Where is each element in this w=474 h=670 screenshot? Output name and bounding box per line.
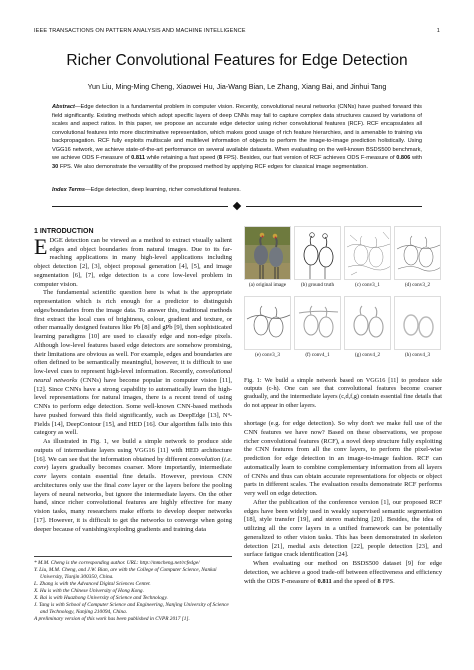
intro-p3-text: As illustrated in Fig. 1, we build a simple network to produce side outputs of intermediate layers using VGG16 [11] with HED architecture [16]. We can see that the information obtained by different: [34, 438, 232, 463]
side-output-map: [344, 296, 391, 350]
dropcap-word: DGE: [49, 236, 63, 244]
figure-label: (d) conv3_2: [404, 282, 431, 288]
section-heading: 1 INTRODUCTION: [34, 228, 94, 235]
abstract-text-5: FPS. We also demonstrate the versatility of the proposed method by applying RCF edges for classical image segmentation.: [58, 163, 368, 170]
abstract-bold-1: 0.811: [131, 155, 145, 161]
intro-p3-italic-4: conv: [118, 481, 131, 489]
figure-label: (e) conv3_3: [255, 352, 280, 358]
figure-panel-conv4-3: [394, 296, 441, 358]
footnote: X. Hu is with the Chinese University of Hong Kong.: [34, 588, 144, 594]
intro-p3-italic-2: i.e. conv: [34, 455, 232, 472]
figure-label: (h) conv4_3: [404, 352, 431, 358]
figure-panel-conv4-1: [294, 296, 341, 358]
figure-panel-conv3-3: [244, 296, 291, 358]
right-paragraph-1: shortage (e.g. for edge detection). So why don't we make full use of the CNN features we have now? Based on these observations, we propose richer convolutional features (RCF), a novel deep structure fully exploiting the CNN features from all the conv layers, to perform the pixel-wise prediction for edge detection in an image-to-image fashion. RCF can automatically learn to combine complementary information from all layers of CNNs and thus can obtain accurate representations for objects or object parts in different scales. The evaluation results demonstrate RCF performs very well on edge detection.: [244, 420, 442, 497]
footnote: X. Bai is with Huazhong University of Science and Technology.: [34, 595, 168, 601]
author-list: Yun Liu, Ming-Ming Cheng, Xiaowei Hu, Jia-Wang Bian, Le Zhang, Xiang Bai, and Jinhui Tang: [87, 82, 387, 91]
abstract-text-3: FPS). Besides, our fast version of RCF achieves ODS F-measure of: [222, 155, 397, 161]
paper-title: Richer Convolutional Features for Edge Detection: [66, 52, 408, 69]
journal-name: IEEE TRANSACTIONS ON PATTERN ANALYSIS AND MACHINE INTELLIGENCE: [34, 28, 246, 34]
footnote: * M.M. Cheng is the corresponding author. URL: http://mmcheng.net/rcfedge/: [34, 560, 200, 566]
footnotes: [34, 556, 232, 623]
figure-panel-conv4-2: [344, 296, 391, 358]
figure-label: (b) ground truth: [300, 282, 335, 288]
footnote: Y. Liu, M.M. Cheng, and J.W. Bian, are with the College of Computer Science, Nankai University, Tianjin 300350, China.: [34, 567, 217, 580]
figure-label: (c) conv3_1: [355, 282, 380, 288]
page-number: 1: [436, 28, 440, 34]
right-p3-text-c: FPS.: [380, 577, 395, 585]
abstract-bold-2: 8: [218, 155, 223, 161]
side-output-map: [394, 296, 441, 350]
figure-label: (g) conv4_2: [354, 352, 381, 358]
right-p3-bold-1: 0.811: [317, 577, 332, 585]
intro-p2-italic: convolutional neural networks: [34, 368, 232, 384]
index-terms: [52, 187, 422, 193]
figure-panel-original: [244, 226, 291, 288]
intro-p2-text-b: (CNNs) have become popular in computer vision [11], [12]. Since CNNs have a strong capability to automatically learn the high-level representations for natural images, there is a recent trend of using CNNs to perform edge detection. Some well-known CNN-based methods have pushed forward this field significantly, such as DeepEdge [13], N⁴-Fields [14], DeepContour [15], and HED [16]. Our algorithm falls into this category as well.: [34, 376, 232, 437]
intro-p3-italic-3: conv: [34, 473, 47, 480]
abstract-text-2: while retaining a fast speed (: [144, 155, 219, 161]
diamond-icon: [233, 202, 241, 210]
right-column: [244, 420, 442, 586]
side-output-map: [294, 296, 341, 350]
intro-p3-text-b: layers contain essential fine details. However, previous CNN architectures only use the final: [34, 473, 232, 489]
intro-p1-text: detection can be viewed as a method to extract visually salient edges and object boundaries from natural images. Due to its far-reaching applications in many high-level applications including object detection [2], [3], object proposal generation [4], [5], and image segmentation [6], [7], edge detection is a core low-level problem in computer vision.: [34, 236, 232, 288]
intro-p3-mid-1: (: [220, 455, 225, 463]
dropcap: E: [34, 233, 48, 259]
side-output-map: [394, 226, 441, 280]
intro-p3-mid-2: ) layers gradually becomes coarser. More importantly, intermediate: [46, 464, 232, 472]
intro-paragraph-1: [34, 233, 232, 290]
figure-label: (f) conv4_1: [305, 352, 330, 358]
index-terms-label: Index Terms: [52, 187, 86, 193]
intro-paragraph-3: [34, 438, 232, 534]
figure-caption: Fig. 1: We build a simple network based on VGG16 [11] to produce side outputs (c-h). One can see that convolutional features become coarser gradually, and the intermediate layers (c,d,f,g) contain essential fine details that do not appear in other layers.: [244, 377, 442, 409]
right-p3-text: When evaluating our method on BSDS500 dataset [9] for edge detection, we achieve a good trade-off between effectiveness and efficiency with the ODS F-measure of: [244, 560, 442, 585]
abstract-text: —Edge detection is a fundamental problem in computer vision. Recently, convolutional neural networks (CNNs) have pushed forward this field significantly. Existing methods which adopt specific layers of deep CNNs may fail to capture complex data structures caused by variations of scales and aspect ratios. In this paper, we propose an accurate edge detector using richer convolutional features (RCF). RCF encapsulates all convolutional features into more discriminative representation, which makes good usage of rich feature hierarchies, and is amenable to training via backpropagation. RCF fully exploits multiscale and multilevel information of objects to perform the image-to-image prediction holistically. Using VGG16 network, we achieve state-of-the-art performance on several available datasets. When evaluating on the well-known BSDS500 benchmark, we achieve ODS F-measure of: [52, 104, 422, 161]
section-divider: [52, 202, 422, 212]
intro-paragraph-2: [34, 289, 232, 438]
right-p3-bold-2: 8: [377, 577, 381, 585]
intro-p3-italic-1: convolution: [189, 455, 221, 463]
right-p3-text-b: and the speed of: [331, 577, 378, 585]
abstract-bold-3: 0.806: [396, 155, 411, 161]
footnote: J. Tang is with School of Computer Science and Engineering, Nanjing University of Science and Technology, Nanjing 210094, China.: [34, 602, 229, 615]
side-output-map: [344, 226, 391, 280]
divider-line-right: [246, 206, 422, 207]
divider-line-left: [52, 206, 228, 207]
right-paragraph-3: [244, 560, 442, 586]
figure-panel-conv3-2: [394, 226, 441, 288]
abstract-text-4: with: [410, 155, 423, 161]
abstract-label: Abstract: [52, 104, 75, 110]
figure-1: [244, 226, 442, 376]
footnote: A preliminary version of this work has been published in CVPR 2017 [1].: [34, 616, 190, 622]
index-terms-text: —Edge detection, deep learning, richer convolutional features.: [85, 187, 241, 193]
abstract-bold-4: 30: [52, 163, 59, 170]
intro-p3-text-c: layer or the layers before the pooling layers of neural networks, but ignore the intermediate layers. On the other hand, since richer convolutional features are highly effective for many vision tasks, many researchers make efforts to develop deeper networks [17]. However, it is difficult to get the networks to converge when going deeper because of vanishing/exploding gradients and training data: [34, 481, 232, 533]
figure-label: (a) original image: [248, 282, 287, 288]
footnote: L. Zhang is with the Advanced Digital Sciences Center.: [34, 581, 151, 587]
intro-p2-text: The fundamental scientific question here is what is the appropriate representation which is rich enough for a predictor to distinguish edges/boundaries from the image data. To answer this, traditional methods first extract the local cues of brightness, colour, gradient and texture, or other manually designed features like Pb [8] and gPb [9], then sophisticated learning paradigms [10] are used to classify edge and non-edge pixels. Although low-level features based edge detectors are somehow promising, their limitations are obvious as well. For example, edges and boundaries are often defined to be semantically meaningful, however, it is difficult to use low-level cues to represent high-level information. Recently,: [34, 289, 232, 375]
ground-truth-edge-map: [294, 226, 341, 280]
figure-panel-conv3-1: [344, 226, 391, 288]
bird-photo: [244, 226, 291, 280]
running-header: [34, 28, 440, 38]
left-column: [34, 228, 232, 534]
side-output-map: [244, 296, 291, 350]
abstract: [52, 103, 422, 171]
right-paragraph-2: After the publication of the conference version [1], our proposed RCF edges have been widely used in weakly supervised semantic segmentation [18], style transfer [19], and stereo matching [20]. Besides, the idea of utilizing all the conv layers in a unified framework can be potentially generalized to other vision tasks. This has been demonstrated in skeleton detection [21], medial axis detection [22], people detection [23], and surface fatigue crack identification [24].: [244, 498, 442, 559]
figure-panel-ground-truth: [294, 226, 341, 288]
